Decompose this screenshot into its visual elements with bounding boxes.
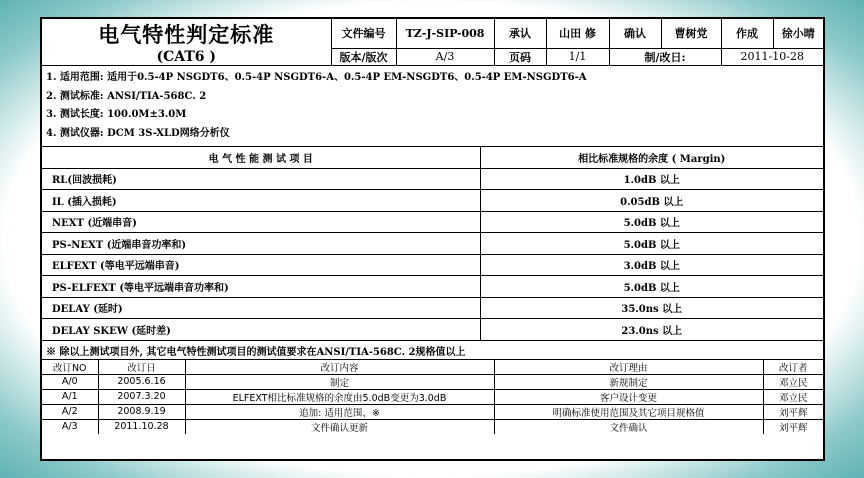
- rev-date: 2007.3.20: [98, 389, 185, 404]
- rev-reason-header: 改订理由: [494, 360, 763, 375]
- author-value: 徐小晴: [773, 19, 823, 48]
- rev-by: 刘平辉: [763, 404, 823, 419]
- margin-header: 相比标准规格的余度 ( Margin): [480, 147, 823, 168]
- rev-date-header: 改订日: [98, 360, 185, 375]
- table-row: [42, 233, 823, 255]
- rev-reason: 明确标准使用范围及其它项目规格值: [494, 404, 763, 419]
- rev-reason: 客户设计变更: [494, 389, 763, 404]
- rev-content-header: 改订内容: [185, 360, 494, 375]
- test-item-header: 电 气 性 能 测 试 项 目: [42, 147, 480, 168]
- revised-date: 2011-10-28: [721, 48, 823, 65]
- rev-content: 文件确认更新: [185, 419, 494, 434]
- revision-header-row: [42, 360, 823, 375]
- table-row: [42, 389, 823, 404]
- page-value: 1/1: [546, 48, 609, 65]
- confirm-label: 确认: [609, 19, 661, 48]
- rev-by: 邓立民: [763, 374, 823, 389]
- revision-table: [42, 360, 823, 434]
- test-items-table: [42, 147, 823, 341]
- rev-reason: 文件确认: [494, 419, 763, 434]
- table-row: [42, 297, 823, 319]
- test-margin: 5.0dB 以上: [480, 211, 823, 233]
- table-row: [42, 254, 823, 276]
- test-item: PS-ELFEXT (等电平远端串音功率和): [42, 276, 480, 298]
- test-item: PS-NEXT (近端串音功率和): [42, 233, 480, 255]
- author-label: 作成: [721, 19, 773, 48]
- document-title: 电气特性判定标准: [98, 22, 275, 47]
- test-margin: 5.0dB 以上: [480, 276, 823, 298]
- rev-date: 2005.6.16: [98, 374, 185, 389]
- approver-value: 山田 修: [546, 19, 609, 48]
- info-scope: 1. 适用范围: 适用于0.5-4P NSGDT6、0.5-4P NSGDT6-A、0.5-4P EM-NSGDT6、0.5-4P EM-NSGDT6-A: [46, 72, 587, 83]
- table-row: [42, 168, 823, 190]
- document-sheet: [40, 17, 825, 461]
- rev-content: 追加: 适用范围、※: [185, 404, 494, 419]
- test-margin: 0.05dB 以上: [480, 190, 823, 212]
- test-item: ELFEXT (等电平远端串音): [42, 254, 480, 276]
- rev-no: A/3: [42, 419, 98, 434]
- table-row: [42, 419, 823, 434]
- test-margin: 3.0dB 以上: [480, 254, 823, 276]
- table-row: [42, 404, 823, 419]
- table-row: [42, 319, 823, 341]
- test-item: NEXT (近端串音): [42, 211, 480, 233]
- note-line: ※ 除以上测试项目外, 其它电气特性测试项目的测试值要求在ANSI/TIA-568C. 2规格值以上: [42, 341, 823, 360]
- version-label: 版本/版次: [331, 48, 396, 65]
- rev-content: ELFEXT相比标准规格的余度由5.0dB变更为3.0dB: [185, 389, 494, 404]
- test-margin: 23.0ns 以上: [480, 319, 823, 341]
- revised-label: 制/改日:: [609, 48, 721, 65]
- version-value: A/3: [396, 48, 494, 65]
- document-subtitle: (CAT6 ): [156, 49, 217, 65]
- rev-by: 邓立民: [763, 389, 823, 404]
- table-row: [42, 211, 823, 233]
- table-row: [42, 276, 823, 298]
- title-cell: [42, 19, 331, 66]
- page-label: 页码: [494, 48, 546, 65]
- header-table: [42, 19, 823, 66]
- rev-by: 刘平辉: [763, 419, 823, 434]
- approve-label: 承认: [494, 19, 546, 48]
- info-standard: 2. 测试标准: ANSI/TIA-568C. 2: [46, 90, 207, 102]
- rev-reason: 新规制定: [494, 374, 763, 389]
- rev-no-header: 改订NO: [42, 360, 98, 375]
- rev-by-header: 改订者: [763, 360, 823, 375]
- test-item: IL (插入损耗): [42, 190, 480, 212]
- test-item: DELAY SKEW (延时差): [42, 319, 480, 341]
- table-row: [42, 374, 823, 389]
- rev-date: 2008.9.19: [98, 404, 185, 419]
- table-row: [42, 190, 823, 212]
- doc-no-value: TZ-J-SIP-008: [396, 19, 494, 48]
- rev-date: 2011.10.28: [98, 419, 185, 434]
- confirmer-value: 曹树党: [661, 19, 721, 48]
- info-instrument: 4. 测试仪器: DCM 3S-XLD网络分析仪: [46, 127, 230, 139]
- rev-no: A/0: [42, 374, 98, 389]
- info-length: 3. 测试长度: 100.0M±3.0M: [46, 109, 187, 120]
- test-margin: 35.0ns 以上: [480, 297, 823, 319]
- test-item: DELAY (延时): [42, 297, 480, 319]
- rev-no: A/2: [42, 404, 98, 419]
- test-margin: 5.0dB 以上: [480, 233, 823, 255]
- info-section: [42, 66, 823, 147]
- test-margin: 1.0dB 以上: [480, 168, 823, 190]
- doc-no-label: 文件编号: [331, 19, 396, 48]
- rev-content: 制定: [185, 374, 494, 389]
- test-item: RL(回波损耗): [42, 168, 480, 190]
- rev-no: A/1: [42, 389, 98, 404]
